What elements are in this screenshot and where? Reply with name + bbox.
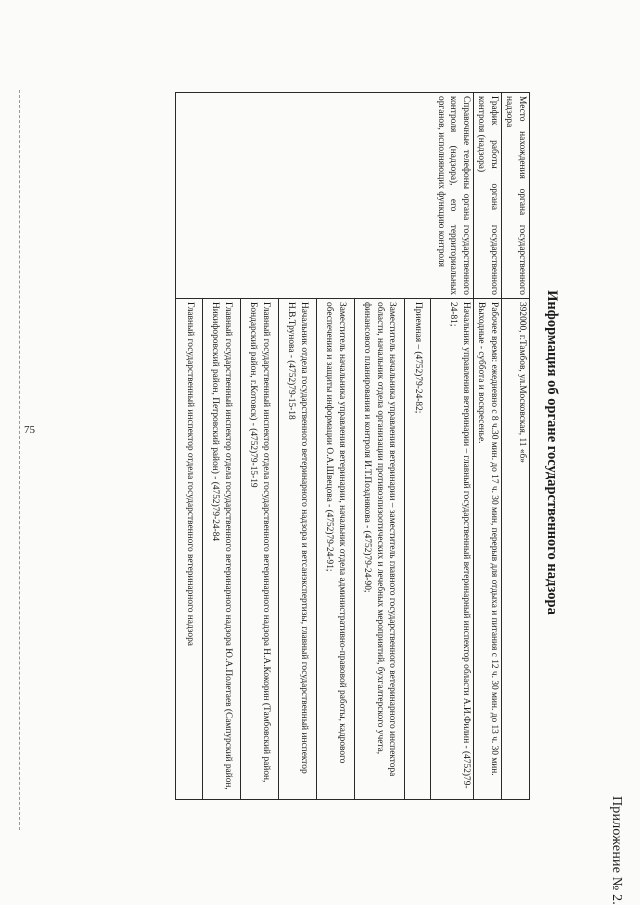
table-row-phones <box>176 93 474 800</box>
appendix-label: Приложение № 2. <box>609 796 624 905</box>
phone-entry: Начальник отдела государственного ветеринарного надзора и ветсанэкспертизы, главный государственный инспектор Н.В.Трунова - (4752)79-15-18 <box>279 299 317 799</box>
table-row-location <box>502 93 530 800</box>
phone-entry: Заместитель начальника управления ветеринарии – заместитель главного государственного ветеринарного инспектора области, начальник отдела организации противоэпизоотических и лечебных мероприятий, бухгалтерского учета, финансового планирования и контроля И.Т.Позднякова - (4752)79-24-90; <box>355 299 406 799</box>
phone-entry: Начальник управления ветеринарии – главный государственный ветеринарный инспектор области А.И.Филин - (4752)79-24-81; <box>448 302 471 789</box>
phone-entry: Приемная – (4752)79-24-82; <box>406 299 432 799</box>
location-value: 392000, г.Тамбов, ул.Московская, 11 «б» <box>502 299 530 800</box>
phone-entry: Главный государственный инспектор отдела государственного ветеринарного надзора Ю.А.Полетаев (Сампурский район, Никифоровский район, Петровский район) - (4752)79-24-84 <box>203 299 241 799</box>
page-number: 75 <box>24 424 35 436</box>
table-row-schedule <box>474 93 502 800</box>
scan-edge-line <box>17 90 20 830</box>
schedule-value: Рабочее время: ежедневно с 8 ч.30 мин. до 17 ч. 30 мин, перерыв для отдыха и питания с 12 ч. 30 мин. до 13 ч. 30 мин. Выходные - суббота и воскресенье. <box>474 299 502 800</box>
phones-label: Справочные телефоны органа государственного контроля (надзора), его территориальных органов, исполняющих функцию контроля <box>176 93 474 299</box>
location-label: Место нахождения органа государственного надзора <box>502 93 530 299</box>
phone-entry: Главный государственный инспектор отдела государственного ветеринарного надзора <box>178 299 204 799</box>
phone-entry: Главный государственный инспектор отдела государственного ветеринарного надзора Н.А.Кокорин (Тамбовский район, Бондарский район, г.Котовск) - (4752)79-15-19 <box>241 299 279 799</box>
phone-entry: Заместитель начальника управления ветеринарии, начальник отдела административно-правовой работы, кадрового обеспечения и защиты информации О.А.Швецова - (4752)79-24-91; <box>317 299 355 799</box>
info-table <box>176 92 531 800</box>
phones-list <box>176 299 474 800</box>
document-title: Информация об органе государственного надзора <box>544 290 560 615</box>
schedule-label: График работы органа государственного контроля (надзора) <box>474 93 502 299</box>
